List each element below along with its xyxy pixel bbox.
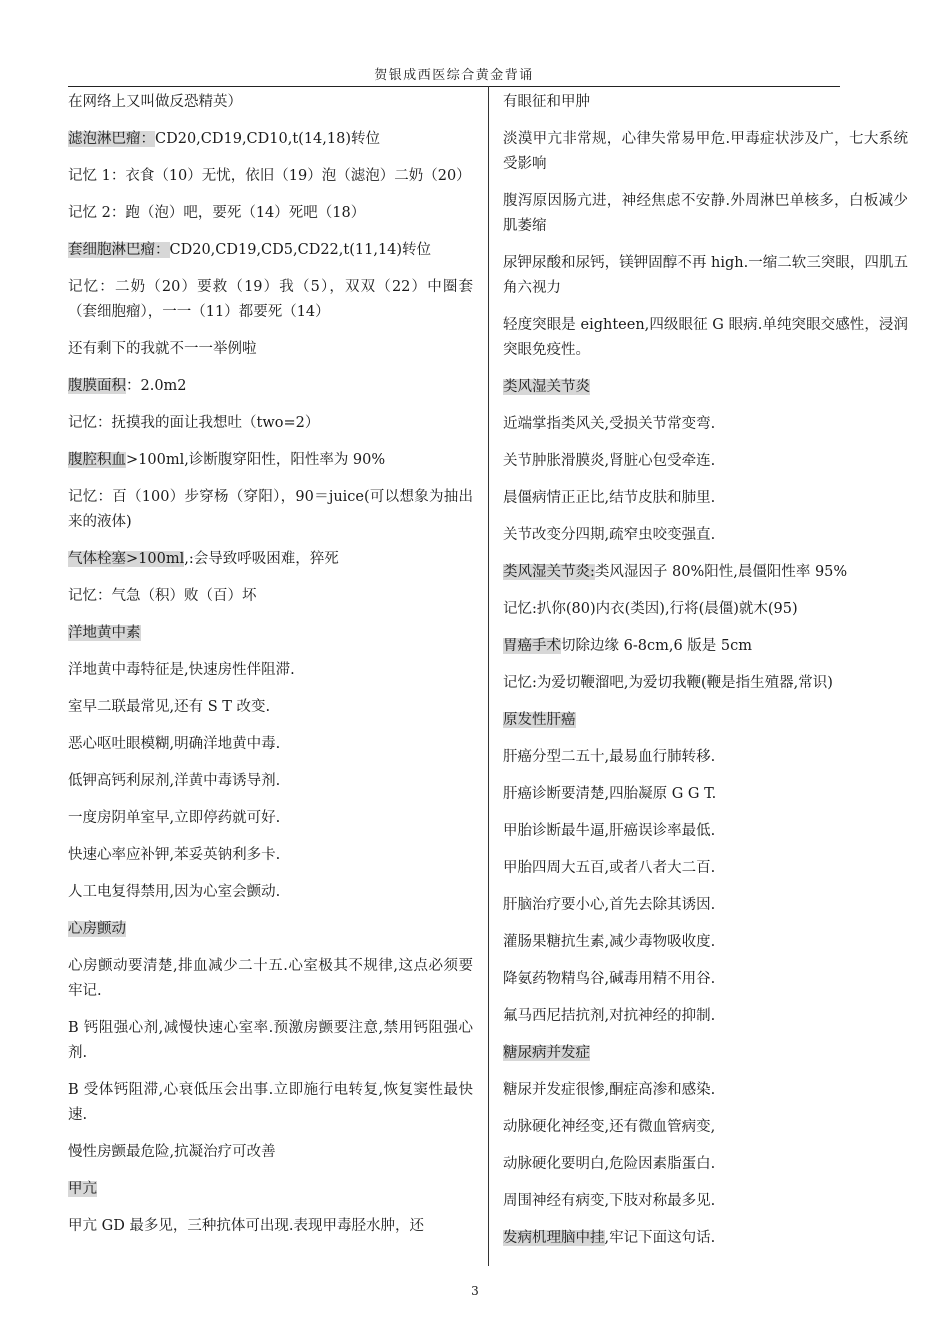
paragraph-text: 甲胎四周大五百,或者八者大二百. (503, 860, 716, 876)
paragraph-text: ,牢记下面这句话. (604, 1230, 716, 1246)
paragraph-text: 洋地黄中毒特征是,快速房性伴阻滞. (68, 662, 295, 678)
paragraph (503, 1189, 908, 1214)
paragraph (503, 189, 908, 239)
page-number: 3 (471, 1284, 479, 1298)
paragraph (503, 597, 908, 622)
paragraph-text: 心房颤动要清楚,排血减少二十五.心室极其不规律,这点必须要牢记. (68, 958, 473, 999)
paragraph-text: 肝脑治疗要小心,首先去除其诱因. (503, 897, 716, 913)
paragraph (503, 486, 908, 511)
paragraph (68, 448, 473, 473)
paragraph-text: 轻度突眼是 eighteen,四级眼征 G 眼病.单纯突眼交感性，浸润突眼免疫性。 (503, 317, 908, 358)
highlighted-term: 发病机理脑中挂 (503, 1230, 605, 1246)
paragraph-text: 切除边缘 6-8cm,6 版是 5cm (561, 638, 752, 654)
paragraph-text: 恶心呕吐眼模糊,明确洋地黄中毒. (68, 736, 281, 752)
paragraph-text: 记忆:为爱切鞭溜吧,为爱切我鞭(鞭是指生殖器,常识) (503, 675, 833, 691)
paragraph (68, 337, 473, 362)
paragraph-text: 晨僵病情正正比,结节皮肤和肺里. (503, 490, 716, 506)
paragraph-text: 动脉硬化神经变,还有微血管病变, (503, 1119, 716, 1135)
paragraph (503, 1004, 908, 1029)
paragraph-text: 还有剩下的我就不一一举例啦 (68, 341, 257, 357)
paragraph (503, 893, 908, 918)
paragraph-text: 记忆：百（100）步穿杨（穿阳），90＝juice(可以想象为抽出来的液体) (68, 489, 473, 530)
paragraph-text: 糖尿并发症很惨,酮症高渗和感染. (503, 1082, 716, 1098)
paragraph (68, 880, 473, 905)
paragraph-text: 记忆：二奶（20）要救（19）我（5），双双（22）中圈套（套细胞瘤），一一（11）都要死（14） (68, 279, 473, 320)
paragraph-text: >100ml,诊断腹穿阳性，阳性率为 90% (126, 452, 386, 468)
paragraph (503, 375, 908, 400)
paragraph (503, 1115, 908, 1140)
paragraph (68, 411, 473, 436)
paragraph-text: 在网络上又叫做反恐精英） (68, 94, 242, 110)
paragraph-text: 记忆 2：跑（泡）吧，要死（14）死吧（18） (68, 205, 366, 221)
paragraph (68, 621, 473, 646)
paragraph (503, 313, 908, 363)
highlighted-term: 腹膜面积 (68, 378, 126, 394)
paragraph (68, 547, 473, 572)
paragraph (503, 819, 908, 844)
paragraph-text: ,:会导致呼吸困难，猝死 (184, 551, 339, 567)
paragraph-text: 灌肠果糖抗生素,减少毒物吸收度. (503, 934, 716, 950)
paragraph-text: 腹泻原因肠亢进，神经焦虑不安静.外周淋巴单核多，白板减少肌萎缩 (503, 193, 908, 234)
paragraph (503, 1152, 908, 1177)
paragraph (503, 930, 908, 955)
paragraph (503, 1226, 908, 1251)
paragraph-text: B 受体钙阻滞,心衰低压会出事.立即施行电转复,恢复窦性最快速. (68, 1082, 473, 1123)
paragraph-text: 记忆：气急（积）败（百）坏 (68, 588, 257, 604)
highlighted-term: 腹腔积血 (68, 452, 126, 468)
paragraph (68, 485, 473, 535)
paragraph (68, 954, 473, 1004)
paragraph (68, 695, 473, 720)
paragraph (503, 967, 908, 992)
paragraph-text: 记忆:扒你(80)内衣(类因),行将(晨僵)就木(95) (503, 601, 798, 617)
header-title: 贺银成西医综合黄金背诵 (374, 68, 534, 83)
paragraph (68, 584, 473, 609)
highlighted-term: 甲亢 (68, 1181, 97, 1197)
right-column (503, 90, 908, 1263)
paragraph-text: 慢性房颤最危险,抗凝治疗可改善 (68, 1144, 276, 1160)
paragraph (68, 1177, 473, 1202)
paragraph-text: 肝癌分型二五十,最易血行肺转移. (503, 749, 716, 765)
paragraph-text: 类风湿因子 80%阳性,晨僵阳性率 95% (594, 564, 848, 580)
paragraph (503, 634, 908, 659)
paragraph (68, 374, 473, 399)
highlighted-term: 原发性肝癌 (503, 712, 576, 728)
paragraph-text: 甲亢 GD 最多见，三种抗体可出现.表现甲毒胫水肿，还 (68, 1218, 425, 1234)
paragraph (68, 1214, 473, 1239)
paragraph (503, 251, 908, 301)
paragraph-text: 尿钾尿酸和尿钙，镁钾固醇不再 high.一缩二软三突眼，四肌五角六视力 (503, 255, 908, 296)
page-footer (0, 1284, 950, 1298)
paragraph (68, 1140, 473, 1165)
paragraph-text: 周围神经有病变,下肢对称最多见. (503, 1193, 716, 1209)
paragraph (503, 523, 908, 548)
paragraph-text: 快速心率应补钾,苯妥英钠利多卡. (68, 847, 281, 863)
highlighted-term: 类风湿关节炎 (503, 379, 590, 395)
paragraph-text: 降氨药物精鸟谷,碱毒用精不用谷. (503, 971, 716, 987)
paragraph-text: 肝癌诊断要清楚,四胎凝原 G G T. (503, 786, 717, 802)
paragraph (503, 782, 908, 807)
paragraph-text: CD20,CD19,CD5,CD22,t(11,14)转位 (169, 242, 432, 258)
paragraph-text: 记忆：抚摸我的面让我想吐（two=2） (68, 415, 320, 431)
paragraph-text: 记忆 1：衣食（10）无忧，依旧（19）泡（滤泡）二奶（20） (68, 168, 471, 184)
paragraph (503, 412, 908, 437)
paragraph (68, 843, 473, 868)
paragraph (68, 917, 473, 942)
paragraph-text: 动脉硬化要明白,危险因素脂蛋白. (503, 1156, 716, 1172)
paragraph (503, 671, 908, 696)
highlighted-term: 套细胞淋巴瘤： (68, 242, 170, 258)
paragraph-text: ：2.0m2 (126, 378, 187, 394)
highlighted-term: 滤泡淋巴瘤： (68, 131, 155, 147)
highlighted-term: 胃癌手术 (503, 638, 561, 654)
paragraph (68, 275, 473, 325)
paragraph-text: 人工电复得禁用,因为心室会颤动. (68, 884, 281, 900)
paragraph-text: B 钙阻强心剂,减慢快速心室率.预激房颤要注意,禁用钙阻强心剂. (68, 1020, 473, 1061)
paragraph-text: 低钾高钙利尿剂,洋黄中毒诱导剂. (68, 773, 281, 789)
paragraph-text: 甲胎诊断最牛逼,肝癌误诊率最低. (503, 823, 716, 839)
paragraph (503, 745, 908, 770)
paragraph (503, 449, 908, 474)
paragraph-text: 有眼征和甲肿 (503, 94, 590, 110)
paragraph (503, 1041, 908, 1066)
highlighted-term: 糖尿病并发症 (503, 1045, 590, 1061)
highlighted-term: 心房颤动 (68, 921, 126, 937)
paragraph-text: 近端掌指类风关,受损关节常变弯. (503, 416, 716, 432)
left-column (68, 90, 473, 1251)
paragraph (68, 806, 473, 831)
page-header (68, 66, 840, 87)
paragraph (68, 201, 473, 226)
paragraph (503, 856, 908, 881)
paragraph (68, 769, 473, 794)
highlighted-term: 类风湿关节炎: (503, 564, 595, 580)
paragraph-text: 一度房阴单室早,立即停药就可好. (68, 810, 281, 826)
paragraph (503, 90, 908, 115)
paragraph (68, 90, 473, 115)
paragraph (503, 127, 908, 177)
paragraph (68, 164, 473, 189)
paragraph (68, 732, 473, 757)
paragraph-text: 关节肿胀滑膜炎,肾脏心包受牵连. (503, 453, 716, 469)
paragraph (503, 708, 908, 733)
paragraph-text: 氟马西尼拮抗剂,对抗神经的抑制. (503, 1008, 716, 1024)
highlighted-term: 气体栓塞>100ml (68, 551, 185, 567)
column-divider (488, 86, 489, 1266)
paragraph-text: 关节改变分四期,疏窄虫咬变强直. (503, 527, 716, 543)
paragraph (68, 1016, 473, 1066)
paragraph-text: 淡漠甲亢非常规，心律失常易甲危.甲毒症状涉及广，七大系统受影响 (503, 131, 908, 172)
paragraph-text: CD20,CD19,CD10,t(14,18)转位 (155, 131, 380, 147)
paragraph (503, 1078, 908, 1103)
paragraph (68, 238, 473, 263)
paragraph (503, 560, 908, 585)
paragraph (68, 1078, 473, 1128)
paragraph-text: 室早二联最常见,还有 S T 改变. (68, 699, 271, 715)
paragraph (68, 658, 473, 683)
highlighted-term: 洋地黄中素 (68, 625, 141, 641)
paragraph (68, 127, 473, 152)
